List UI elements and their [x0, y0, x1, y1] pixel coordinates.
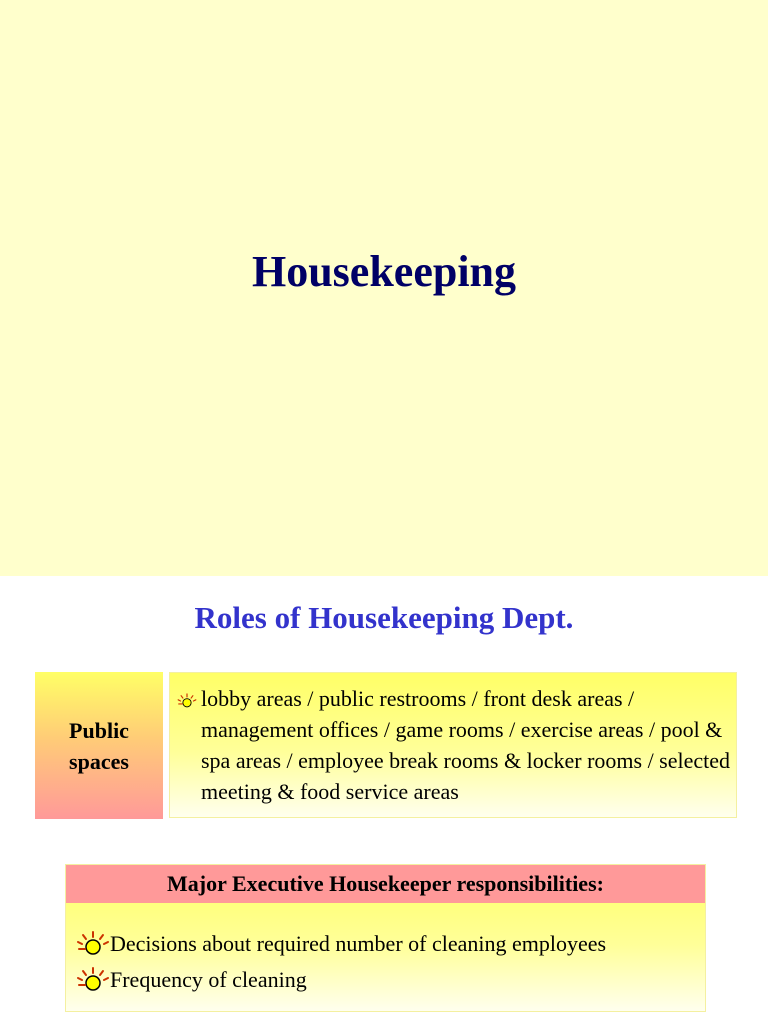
responsibilities-header: [66, 865, 705, 903]
public-spaces-label-line2: spaces: [69, 748, 129, 774]
responsibility-text: Decisions about required number of cleaning employees: [110, 931, 607, 956]
public-spaces-label-box: [35, 672, 163, 819]
responsibilities-box: [65, 864, 706, 1012]
responsibility-text: Frequency of cleaning: [110, 967, 307, 992]
roles-slide: [0, 576, 768, 1024]
bulb-icon: [76, 967, 110, 993]
responsibility-item: [76, 929, 606, 959]
bulb-icon: [177, 693, 197, 709]
responsibility-item: [76, 965, 307, 995]
responsibilities-header-text: Major Executive Housekeeper responsibilities:: [167, 871, 604, 896]
slide-title: Housekeeping: [251, 247, 517, 296]
bulb-icon: [76, 931, 110, 957]
public-spaces-label-line1: Public: [69, 717, 129, 743]
public-spaces-list-box: [169, 672, 737, 818]
roles-slide-title: Roles of Housekeeping Dept.: [194, 600, 574, 635]
public-spaces-text: lobby areas / public restrooms / front desk areas / management offices / game rooms / exercise areas / pool & spa areas / employee break rooms & locker rooms / selected meeting & food service areas: [201, 686, 731, 804]
public-spaces-label: [69, 715, 129, 777]
